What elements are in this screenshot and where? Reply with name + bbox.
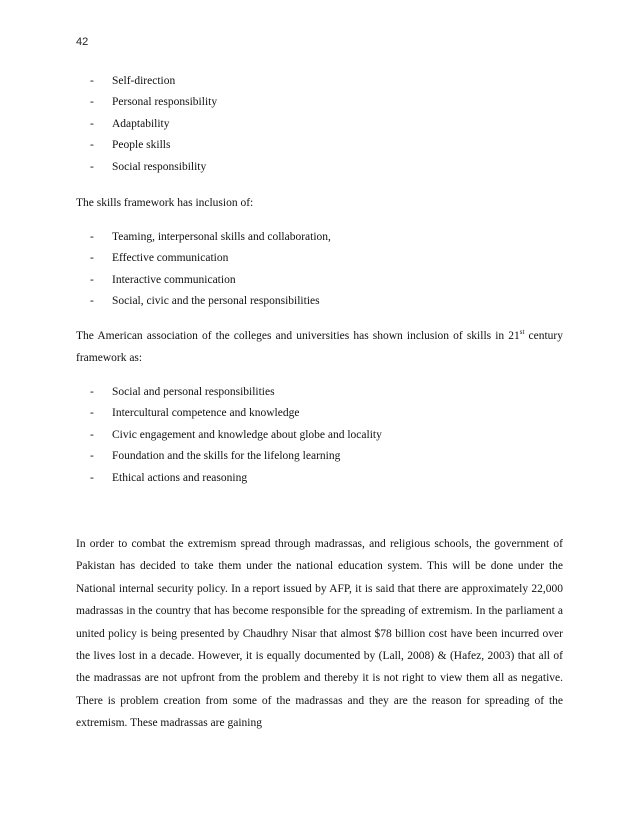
list-item — [90, 70, 217, 92]
list-item-text: Social and personal responsibilities — [112, 385, 275, 398]
list-item — [90, 135, 217, 157]
page-number: 42 — [76, 36, 89, 48]
dash-bullet: - — [90, 273, 94, 286]
ordinal-superscript: st — [519, 328, 525, 337]
dash-bullet: - — [90, 139, 94, 152]
list-item — [90, 92, 217, 114]
list-item-text: Civic engagement and knowledge about globe and locality — [112, 428, 382, 441]
list-item-text: Effective communication — [112, 252, 229, 265]
list-item — [90, 291, 331, 313]
dash-bullet: - — [90, 160, 94, 173]
list-item-text: Adaptability — [112, 117, 170, 130]
list-item — [90, 226, 331, 248]
dash-bullet: - — [90, 428, 94, 441]
list-item — [90, 269, 331, 291]
dash-bullet: - — [90, 96, 94, 109]
list-item — [90, 113, 217, 135]
list-item-text: Social responsibility — [112, 160, 207, 173]
list-item-text: Foundation and the skills for the lifelong learning — [112, 450, 341, 463]
paragraph-american-association — [76, 325, 563, 370]
list-item-text: Teaming, interpersonal skills and collaboration, — [112, 230, 331, 243]
list-item — [90, 467, 382, 489]
paragraph-text: The American association of the colleges and universities has shown inclusion of skills in 21 — [76, 330, 520, 342]
dash-bullet: - — [90, 450, 94, 463]
list-item — [90, 403, 382, 425]
list-item-text: Intercultural competence and knowledge — [112, 407, 300, 420]
dash-bullet: - — [90, 252, 94, 265]
paragraph-madrassas-extremism: In order to combat the extremism spread through madrassas, and religious schools, the government of Pakistan has decided to take them under the national education system. This will be done under the National internal security policy. In a report issued by AFP, it is said that there are approximately 22,000 madrassas in the country that has become responsible for the spreading of extremism. In the parliament a united policy is being presented by Chaudhry Nisar that almost $78 billion cost have been incurred over the lives lost in a decade. However, it is equally documented by (Lall, 2008) & (Hafez, 2003) that all of the madrassas are not upfront from the problem and thereby it is not right to view them all as negative. There is problem creation from some of the madrassas and they are the reason for spreading of the extremism. These madrassas are gaining — [76, 538, 563, 730]
list-item — [90, 156, 217, 178]
bullet-list-21st-century-skills — [90, 381, 382, 489]
list-item-text: Interactive communication — [112, 273, 236, 286]
list-item-text: Social, civic and the personal responsibilities — [112, 295, 320, 308]
dash-bullet: - — [90, 471, 94, 484]
list-item-text: Ethical actions and reasoning — [112, 471, 248, 484]
paragraph-skills-framework: The skills framework has inclusion of: — [76, 197, 254, 209]
list-item-text: Self-direction — [112, 74, 176, 87]
list-item — [90, 446, 382, 468]
list-item — [90, 424, 382, 446]
list-item — [90, 248, 331, 270]
dash-bullet: - — [90, 230, 94, 243]
paragraph-text-continued: century framework as: — [76, 330, 563, 365]
list-item-text: People skills — [112, 139, 171, 152]
bullet-list-personal-skills — [90, 70, 217, 178]
dash-bullet: - — [90, 385, 94, 398]
dash-bullet: - — [90, 407, 94, 420]
dash-bullet: - — [90, 117, 94, 130]
list-item-text: Personal responsibility — [112, 96, 218, 109]
dash-bullet: - — [90, 74, 94, 87]
bullet-list-framework-skills — [90, 226, 331, 312]
dash-bullet: - — [90, 295, 94, 308]
list-item — [90, 381, 382, 403]
